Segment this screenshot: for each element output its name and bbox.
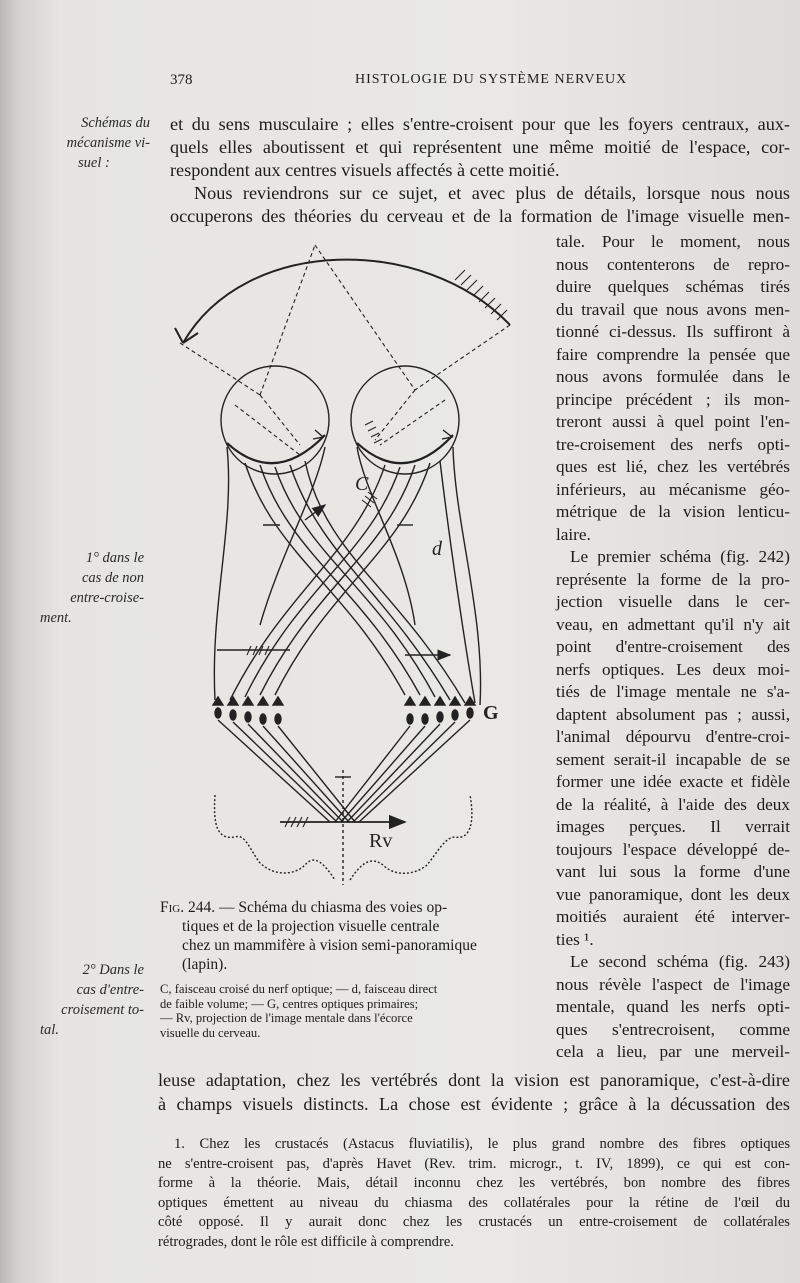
- margin-note-non-entrecroisement: [20, 548, 144, 628]
- margin-note-entrecroisement-total: [20, 960, 144, 1040]
- column-line: moitiés auraient été interver-: [556, 907, 790, 926]
- margin-note-line: entre-croise-: [70, 590, 144, 606]
- body-text-top: [170, 113, 790, 228]
- column-line: toujours l'espace développé de-: [556, 839, 790, 859]
- footnote-line: rétrogrades, dont le rôle est difficile à comprendre.: [158, 1233, 454, 1250]
- figure-label-rv: Rv: [369, 830, 393, 852]
- column-line: nous contenterons de repro-: [556, 254, 790, 274]
- column-line: duire quelques schémas tirés: [556, 277, 790, 296]
- margin-note-line: cas d'entre-: [76, 982, 144, 998]
- body-line: et du sens musculaire ; elles s'entre-croisent pour que les foyers centraux, aux-: [170, 114, 790, 134]
- margin-note-line: suel :: [78, 155, 110, 171]
- body-text-bottom: [158, 1068, 790, 1116]
- left-eye: [221, 366, 329, 474]
- margin-note-line: croisement to-: [61, 1002, 144, 1018]
- column-line: sement serait-il incapable de se: [556, 749, 790, 769]
- column-line: nerfs optiques. Les deux moi-: [556, 659, 790, 679]
- legend-line: de faible volume; — G, centres optiques primaires;: [160, 996, 419, 1011]
- column-line: ques est lié, chez les vertébrés: [556, 457, 790, 476]
- body-line: à champs visuels distincts. La chose est évidente ; grâce à la décussation des: [158, 1094, 790, 1114]
- column-line: du travail que nous avons men-: [556, 299, 790, 319]
- column-line: nous avons formulée dans le: [556, 367, 790, 386]
- legend-line: — Rv, projection de l'image mentale dans l'écorce: [160, 1011, 413, 1025]
- column-line: daptent absolument pas ; aussi,: [556, 704, 790, 724]
- body-line: occuperons des théories du cerveau et de la formation de l'image visuelle men-: [170, 206, 790, 226]
- column-line: cela a lieu, par une merveil-: [556, 1042, 790, 1061]
- margin-note-line: 1° dans le: [85, 550, 144, 566]
- column-line: métrique de la vision lenticu-: [556, 502, 790, 521]
- caption-line: (lapin).: [182, 956, 228, 973]
- margin-note-line: cas de non: [81, 570, 144, 586]
- column-line: jection visuelle dans le cer-: [556, 592, 790, 611]
- right-eye: [351, 366, 459, 474]
- caption-line: tiques et de la projection visuelle centrale: [182, 918, 440, 935]
- column-line: tionné ci-dessus. Ils suffiront à: [556, 322, 790, 341]
- column-line: ties ¹.: [556, 929, 594, 949]
- footnote-line: forme à la théorie. Mais, détail inconnu chez les vertébrés, bon nombre des fibres: [158, 1175, 790, 1191]
- column-line: laire.: [556, 524, 591, 544]
- column-line: principe précédent ; ils mon-: [556, 389, 790, 409]
- column-line: ques s'entrecroisent, comme: [556, 1019, 790, 1039]
- column-line: vant lui sous la forme d'une: [556, 862, 790, 881]
- page-number: 378: [170, 72, 193, 88]
- column-line: treront aussi à quel point l'en-: [556, 412, 790, 431]
- margin-note-line: Schémas du: [81, 115, 150, 131]
- column-line: mentale, quand les nerfs opti-: [556, 997, 790, 1016]
- running-title: HISTOLOGIE DU SYSTÈME NERVEUX: [355, 72, 628, 87]
- figure-label-c: C: [355, 473, 369, 495]
- body-line: Nous reviendrons sur ce sujet, et avec plus de détails, lorsque nous nous: [194, 183, 790, 203]
- column-line: former une idée exacte et fidèle: [556, 772, 790, 791]
- legend-line: C, faisceau croisé du nerf optique; — d, faisceau direct: [160, 982, 438, 996]
- margin-note-line: ment.: [40, 610, 72, 626]
- column-line: point d'entre-croisement des: [556, 637, 790, 656]
- body-line: respondent aux centres visuels affectés à cette moitié.: [170, 160, 560, 180]
- figure-244-diagram: [165, 225, 540, 890]
- caption-line: — Schéma du chiasma des voies op-: [218, 899, 448, 916]
- column-line: l'animal dépourvu d'entre-croi-: [556, 727, 790, 746]
- column-line: veau, en admettant qu'il n'y ait: [556, 614, 790, 634]
- figure-label-d: d: [432, 538, 442, 560]
- column-line: images perçues. Il verrait: [556, 817, 790, 836]
- column-line: faire comprendre la pensée que: [556, 344, 790, 364]
- column-line: tiés de l'image mentale ne s'a-: [556, 682, 790, 701]
- column-line: Le premier schéma (fig. 242): [570, 547, 790, 566]
- column-line: vue panoramique, dont les deux: [556, 884, 790, 904]
- visual-field-arc: [183, 260, 510, 343]
- caption-fig-number: Fig. 244.: [160, 899, 216, 916]
- column-line: de la réalité, à l'aide des deux: [556, 794, 790, 814]
- body-line: leuse adaptation, chez les vertébrés dont la vision est panoramique, c'est-à-dire: [158, 1070, 790, 1090]
- footnote-line: 1. Chez les crustacés (Astacus fluviatilis), le plus grand nombre des fibres optiques: [174, 1136, 790, 1152]
- legend-line: visuelle du cerveau.: [160, 1025, 261, 1040]
- figure-caption: [160, 898, 530, 974]
- footnote-line: côté opposé. Il y aurait donc chez les crustacés un entre-croisement de collatérales: [158, 1214, 790, 1230]
- footnote: [158, 1135, 790, 1252]
- body-line: quels elles aboutissent et qui représentent une même moitié de l'espace, cor-: [170, 137, 790, 157]
- body-text-right-column: [556, 231, 790, 1064]
- figure-label-g: G: [483, 702, 499, 724]
- column-line: tale. Pour le moment, nous: [556, 232, 790, 251]
- column-line: nous révèle l'aspect de l'image: [556, 974, 790, 994]
- caption-line: chez un mammifère à vision semi-panoramique: [182, 937, 477, 954]
- footnote-line: optiques émettent au niveau du chiasma des collatérales pour la rétine de l'œil du: [158, 1194, 790, 1211]
- figure-legend: [160, 982, 530, 1040]
- margin-note-line: mécanisme vi-: [66, 135, 150, 151]
- footnote-line: ne s'entre-croisent pas, d'après Havet (Rev. trim. microgr., t. IV, 1899), ce qui est con-: [158, 1155, 790, 1172]
- margin-note-line: 2° Dans le: [82, 962, 144, 978]
- margin-note-schemas: [20, 113, 150, 173]
- column-line: tre-croisement des nerfs opti-: [556, 434, 790, 454]
- column-line: Le second schéma (fig. 243): [570, 952, 790, 971]
- column-line: représente la forme de la pro-: [556, 569, 790, 589]
- margin-note-line: tal.: [40, 1022, 59, 1038]
- column-line: inférieurs, au mécanisme géo-: [556, 479, 790, 499]
- caption-first-line: [160, 898, 530, 917]
